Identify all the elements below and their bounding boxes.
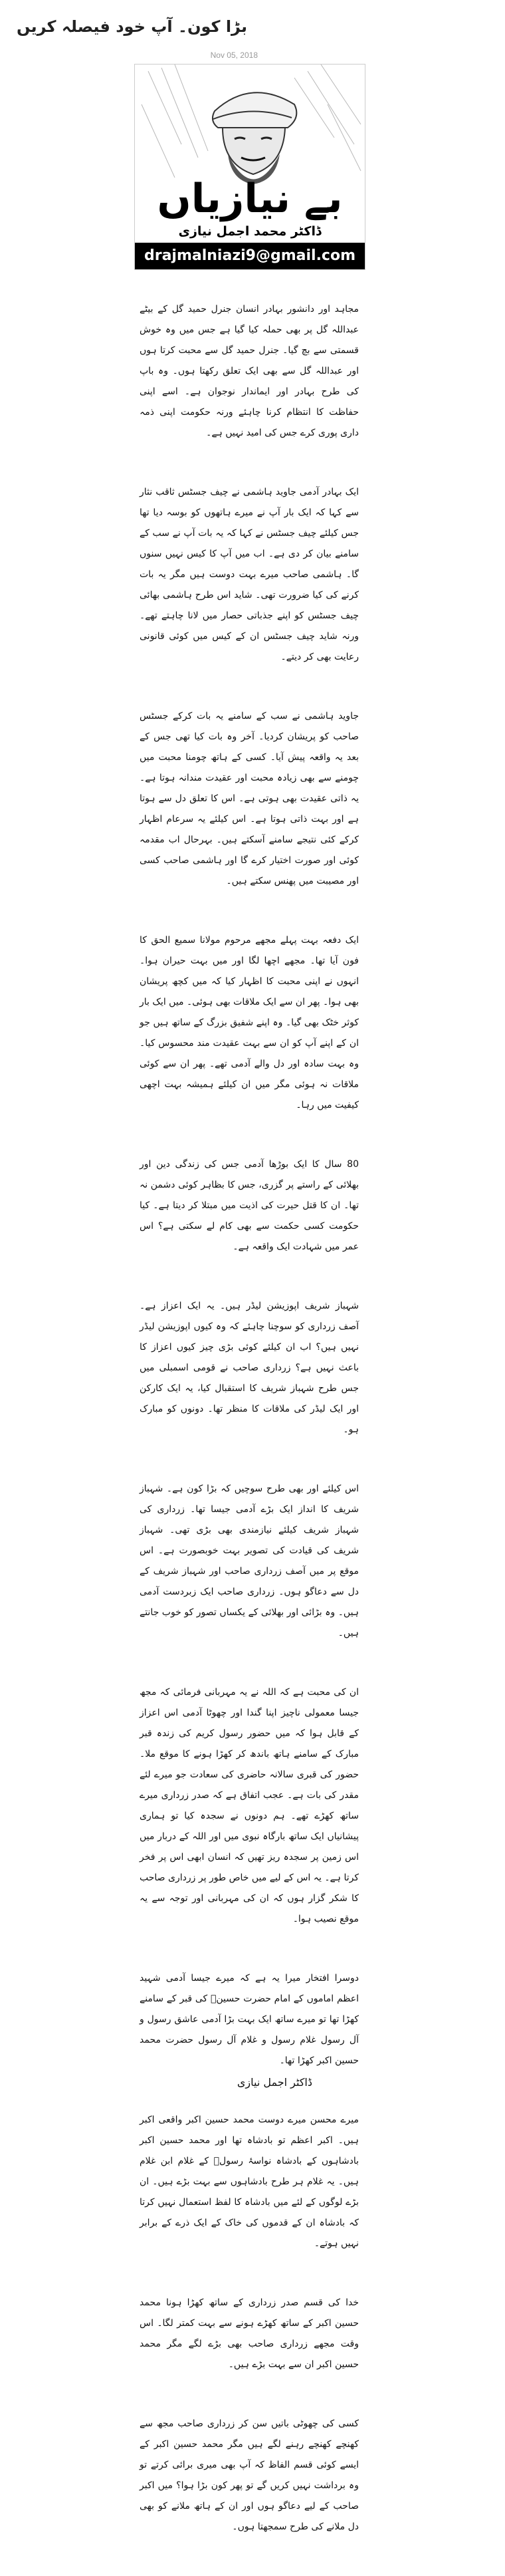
author-email: drajmalniazi9@gmail.com: [135, 243, 365, 269]
article-title: بڑا کون۔ آپ خود فیصلہ کریں: [16, 17, 247, 36]
paragraph: اس کیلئے اور بھی طرح سوچیں کہ بڑا کون ہے۔ شہباز شریف کا انداز ایک بڑے آدمی جیسا تھا۔ زرداری کی شہباز شریف کیلئے نیازمندی بھی بڑی تھی۔ شہباز شریف کی قیادت کی تصویر بہت خوبصورت ہے۔ اس موقع پر میں آصف زرداری صاحب اور شہباز شریف کے دل سے دعاگو ہوں۔ زرداری صاحب ایک زبردست آدمی ہیں۔ وہ بڑائی اور بھلائی کے یکساں تصور کو خوب جانتے ہیں۔: [140, 1483, 359, 1638]
paragraph: میرے محسن میرے دوست محمد حسین اکبر واقعی اکبر ہیں۔ اکبر اعظم تو بادشاہ تھا اور محمد حسین اکبر بادشاہوں کے بادشاہ نواسۂ رسولؐ کے غلام ابن غلام ہیں۔ یہ غلام ہر طرح بادشاہوں سے بہت بڑے ہیں۔ ان بڑے لوگوں کے لئے میں بادشاہ کا لفظ استعمال نہیں کرتا کہ بادشاہ ان کے قدموں کی خاک کے ایک ذرے کے برابر نہیں ہوتے۔: [140, 2115, 359, 2249]
paragraph: کسی کی چھوٹی باتیں سن کر زرداری صاحب مجھ سے کھنچے کھنچے رہنے لگے ہیں مگر محمد حسین اکبر کے ایسے کوئی قسم الفاظ کہ آپ بھی میری برائی کرتے تو وہ برداشت نہیں کریں گے تو پھر کون بڑا ہوا؟ میں اکبر صاحب کے لیے دعاگو ہوں اور ان کے ہاتھ ملانے کو بھی دل ملانے کی طرح سمجھتا ہوں۔: [140, 2418, 359, 2532]
article-date: Nov 05, 2018: [210, 51, 258, 60]
paragraph: ایک دفعہ بہت پہلے مجھے مرحوم مولانا سمیع الحق کا فون آیا تھا۔ مجھے اچھا لگا اور میں بہت حیران ہوا۔ انہوں نے اپنی محبت کا اظہار کیا کہ میں کچھ پریشان بھی ہوا۔ پھر ان سے ایک ملاقات بھی ہوئی۔ میں ایک بار کوثر خٹک بھی گیا۔ وہ اپنے شفیق بزرگ کے ساتھ ہیں جو ان کے اپنے آپ کو ان سے بہت عقیدت مند محسوس کیا۔ وہ بہت سادہ اور دل والے آدمی تھے۔ پھر ان سے کوئی ملاقات نہ ہوئی مگر میں ان کیلئے ہمیشہ بہت اچھی کیفیت میں رہا۔: [140, 935, 359, 1110]
paragraph: دوسرا افتخار میرا یہ ہے کہ میرے جیسا آدمی شہید اعظم اماموں کے امام حضرت حسینؑ کی قبر کے سامنے کھڑا تھا تو میرے ساتھ ایک بہت بڑا آدمی عاشق رسول و آل رسول غلام رسول و غلام آل رسول حضرت محمد حسین اکبر کھڑا تھا۔: [140, 1973, 359, 2066]
column-name: بے نیازیاں: [157, 176, 343, 222]
article-body: [140, 299, 359, 2576]
paragraph: مجاہد اور دانشور بہادر انسان جنرل حمید گل کے بیٹے عبداللہ گل پر بھی حملہ کیا گیا ہے جس میں وہ خوش قسمتی سے بچ گیا۔ جنرل حمید گل سے محبت کرتا ہوں اور عبداللہ گل سے بھی ایک تعلق رکھتا ہوں۔ وہ باپ کی طرح بہادر اور ایماندار نوجوان ہے۔ اسے اپنی حفاظت کا انتظام کرنا چاہئے ورنہ حکومت اپنی ذمہ داری پوری کرے جس کی امید نہیں ہے۔: [140, 304, 359, 438]
paragraph: ایک بہادر آدمی جاوید ہاشمی نے چیف جسٹس ثاقب نثار سے کہا کہ ایک بار آپ نے میرے ہاتھوں کو بوسہ دیا تھا جس کیلئے چیف جسٹس نے کہا کہ یہ بات آپ نے سب کے سامنے بیان کر دی ہے۔ اب میں آپ کا کیس نہیں سنوں گا۔ ہاشمی صاحب میرے بہت دوست ہیں مگر یہ بات کرنے کی کیا ضرورت تھی۔ شاید اس طرح ہاشمی بھائی چیف جسٹس کو اپنے جذباتی حصار میں لانا چاہتے تھے۔ ورنہ شاید چیف جسٹس ان کے کیس میں کوئی قانونی رعایت بھی کر دیتے۔: [140, 487, 359, 662]
paragraph: ان کی محبت ہے کہ اللہ نے یہ مہربانی فرمائی کہ مجھ جیسا معمولی ناچیز اپنا گندا اور چھوٹا آدمی اس اعزاز کے قابل ہوا کہ میں حضور رسول کریم کی زندہ قبر مبارک کے سامنے ہاتھ باندھ کر کھڑا ہونے کا موقع ملا۔ حضور کی قبری سالانہ حاضری کی سعادت جو میرے لئے مقدر کی بات ہے۔ عجب اتفاق ہے کہ صدر زرداری میرے ساتھ کھڑے تھے۔ ہم دونوں نے سجدہ کیا تو ہماری پیشانیاں ایک ساتھ بارگاہ نبوی میں اور اللہ کے دربار میں اس زمین پر سجدہ ریز تھیں کہ انسان ابھی اس پر فخر کرتا ہے۔ یہ اس کے لیے میں خاص طور پر زرداری صاحب کا شکر گزار ہوں کہ ان کی مہربانی اور توجہ سے یہ موقع نصیب ہوا۔: [140, 1687, 359, 1924]
paragraph: جاوید ہاشمی نے سب کے سامنے یہ بات کرکے جسٹس صاحب کو پریشان کردیا۔ آخر وہ بات کیا تھی جس کے بعد یہ واقعہ پیش آیا۔ کسی کے ہاتھ چومنا محبت میں چومنے سے بھی زیادہ محبت اور عقیدت مندانہ ہوتا ہے۔ یہ ذاتی عقیدت بھی ہوتی ہے۔ اس کا تعلق دل سے ہوتا ہے اور بہت ذاتی ہوتا ہے۔ اس کیلئے یہ سرعام اظہار کرکے کئی نتیجے سامنے آسکتے ہیں۔ بہرحال اب مقدمہ کوئی اور صورت اختیار کرے گا اور ہاشمی صاحب کسی اور مصیبت میں پھنس سکتے ہیں۔: [140, 711, 359, 886]
paragraph: شہباز شریف اپوزیشن لیڈر ہیں۔ یہ ایک اعزاز ہے۔ آصف زرداری کو سوچنا چاہئے کہ وہ کیوں اپوزیشن لیڈر نہیں ہیں؟ اب ان کیلئے کوئی بڑی چیز کیوں اعزاز کا باعث نہیں ہے؟ زرداری صاحب نے قومی اسمبلی میں جس طرح شہباز شریف کا استقبال کیا، یہ ایک کارکن اور ایک لیڈر کی ملاقات کا منظر تھا۔ دونوں کو مبارک ہو۔: [140, 1301, 359, 1435]
author-line: ڈاکٹر محمد اجمل نیازی: [178, 224, 322, 239]
paragraph: 80 سال کا ایک بوڑھا آدمی جس کی زندگی دین اور بھلائی کے راستے پر گزری، جس کا بظاہر کوئی دشمن نہ تھا۔ ان کا قتل حیرت کی اذیت میں مبتلا کر دیتا ہے۔ کیا حکومت کسی حکمت سے بھی کام لے سکتی ہے؟ اس عمر میں شہادت ایک واقعہ ہے۔: [140, 1159, 359, 1252]
author-signature: ڈاکٹر اجمل نیازی: [237, 2076, 312, 2089]
column-banner: [134, 64, 365, 270]
paragraph: خدا کی قسم صدر زرداری کے ساتھ کھڑا ہونا محمد حسین اکبر کے ساتھ کھڑے ہونے سے بہت کمتر لگا۔ اس وقت مجھے زرداری صاحب بھی بڑے لگے مگر محمد حسین اکبر ان سے بہت بڑے ہیں۔: [140, 2297, 359, 2370]
